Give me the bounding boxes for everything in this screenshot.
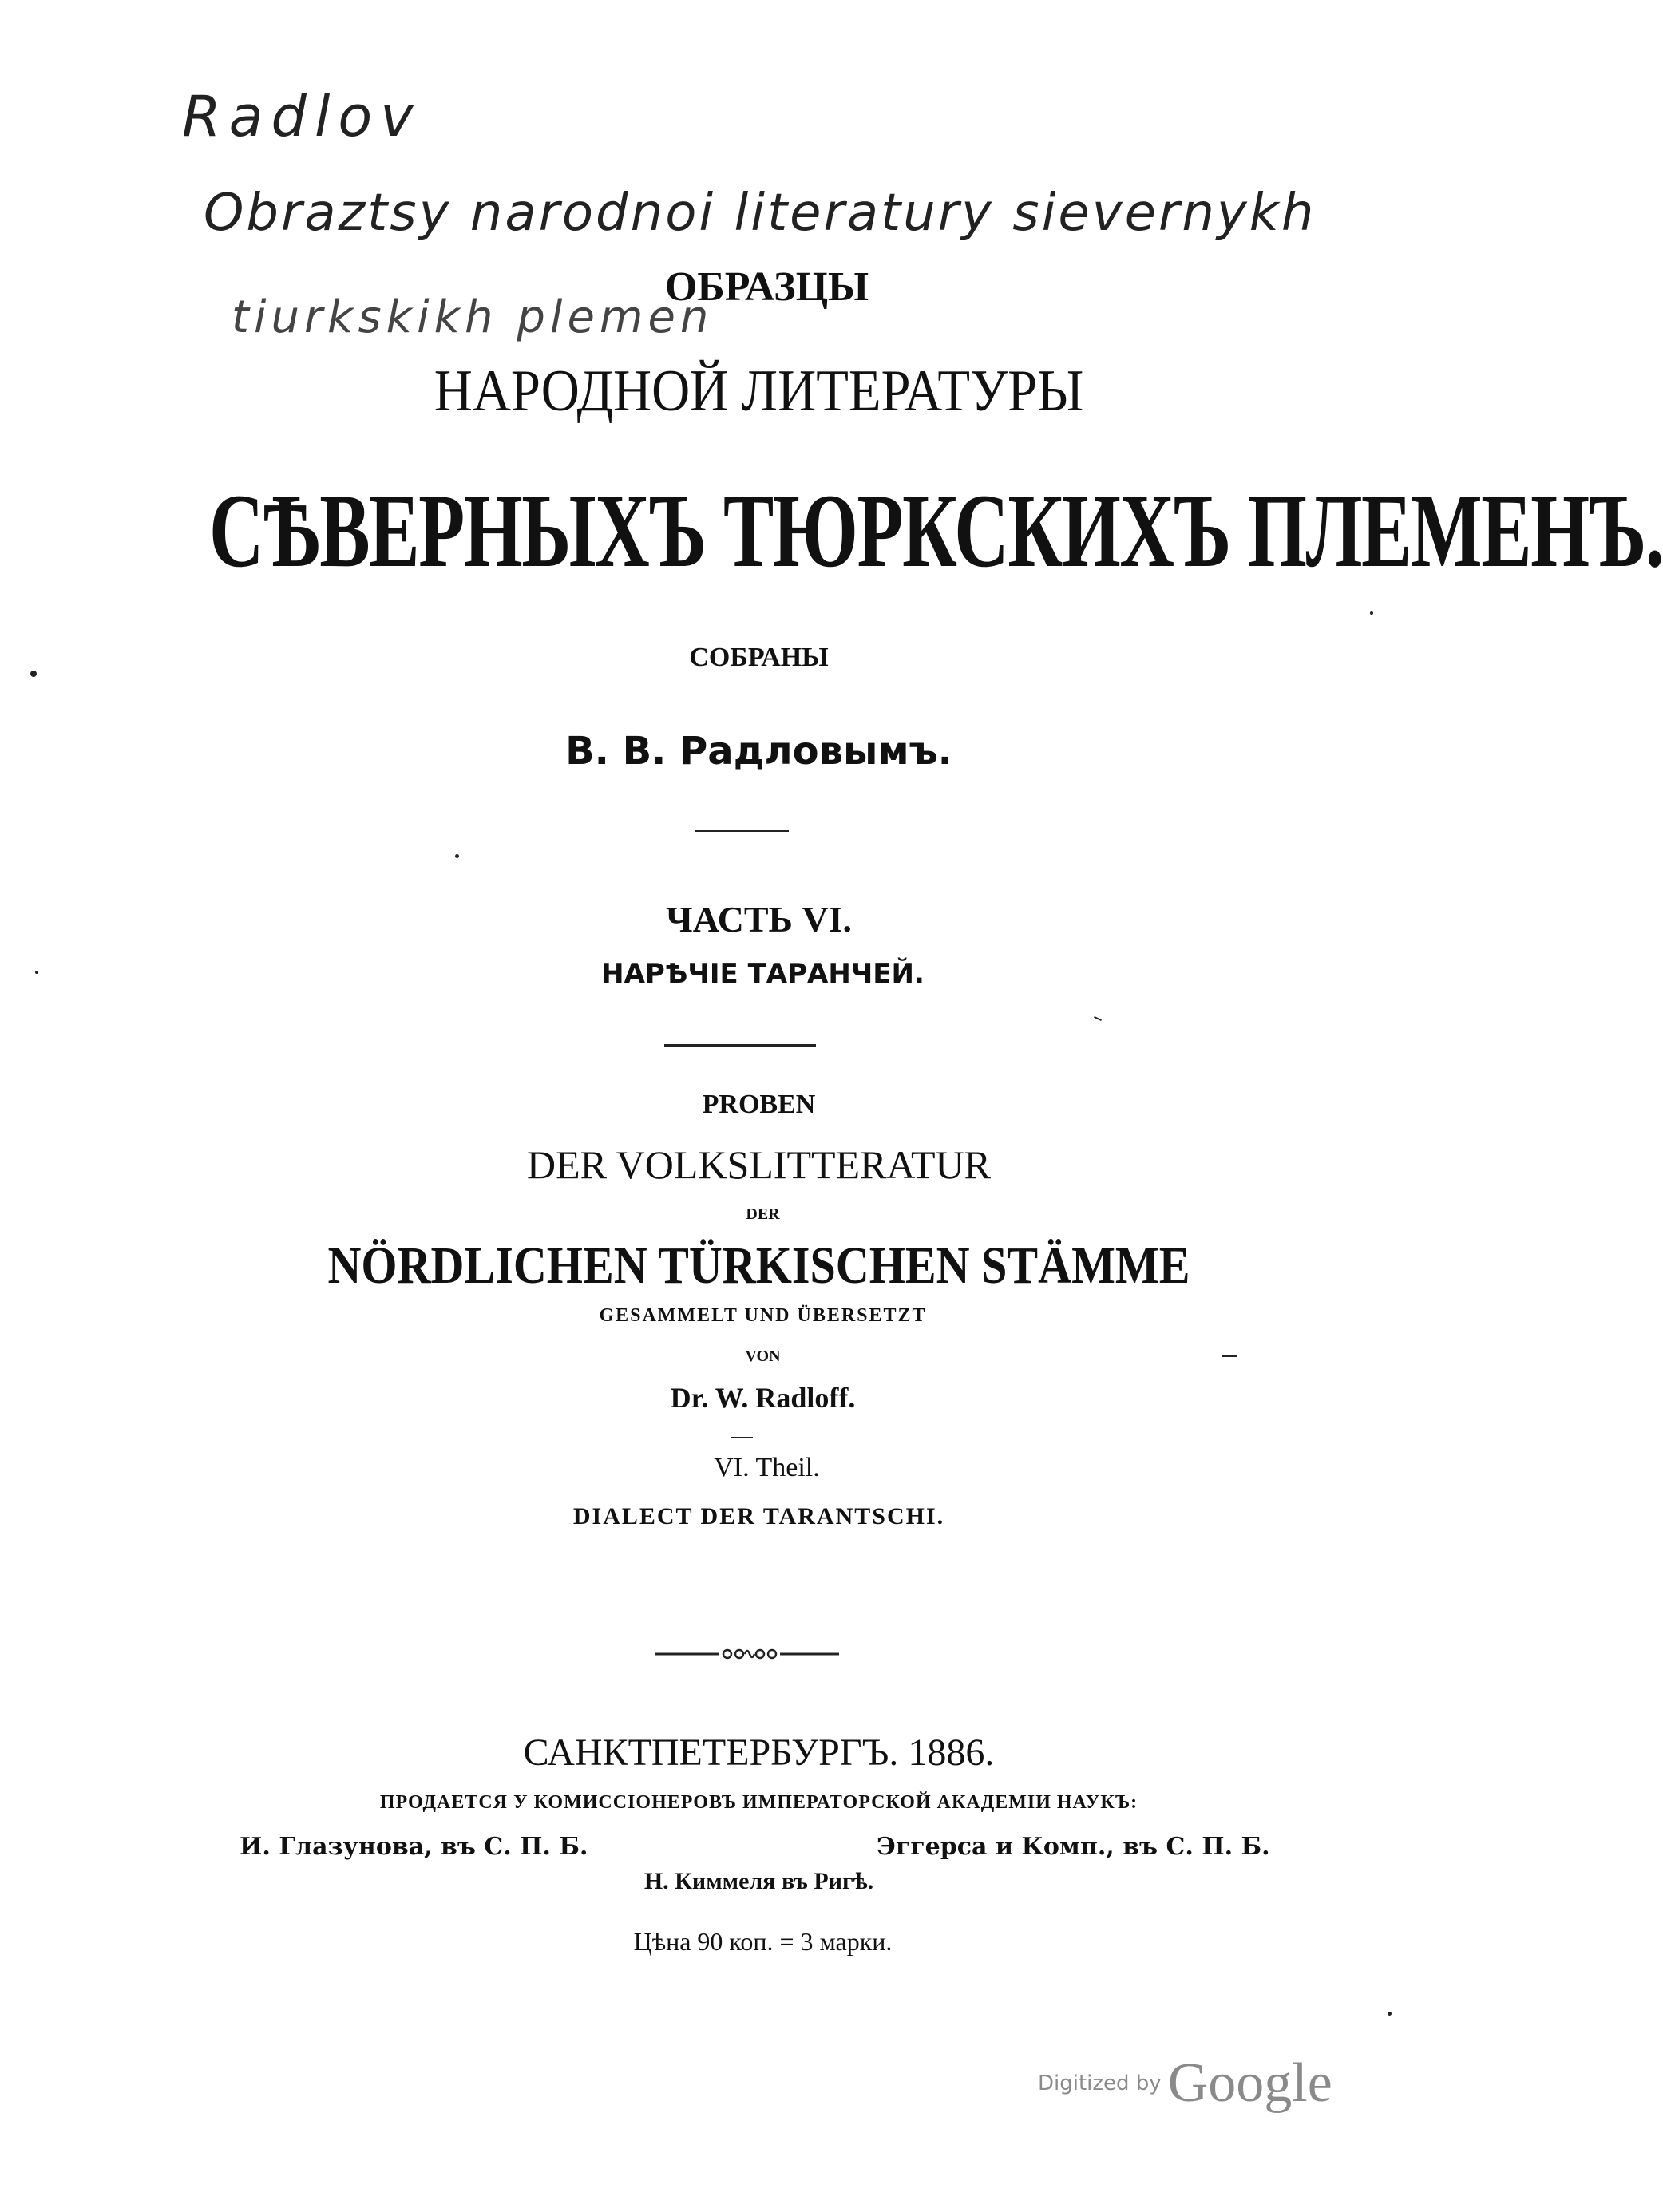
- divider-rule-1: [695, 830, 789, 832]
- scan-speck: [1388, 2012, 1392, 2016]
- german-volksliteratur: DER VOLKSLITTERATUR: [526, 1142, 991, 1187]
- handwritten-note-line1: Radlov: [182, 84, 422, 149]
- digitized-by-label: Digitized by: [1038, 2072, 1162, 2095]
- collected-label: СОБРАНЫ: [689, 643, 829, 672]
- title-line3: СѢВЕРНЫХЪ ТЮРКСКИХЪ ПЛЕМЕНЪ.: [208, 472, 1663, 589]
- digitized-by-google-watermark: [1038, 2052, 1332, 2115]
- author-ru: В. В. Радловымъ.: [565, 729, 952, 774]
- title-line2: НАРОДНОЙ ЛИТЕРАТУРЫ: [434, 358, 1084, 424]
- german-gesammelt: GESAMMELT UND ÜBERSETZT: [599, 1305, 927, 1326]
- german-theil: VI. Theil.: [714, 1453, 820, 1482]
- scan-speck: [30, 671, 37, 677]
- german-der: DER: [746, 1205, 780, 1223]
- imprint-sold-by: ПРОДАЕТСЯ У КОМИССІОНЕРОВЪ ИМПЕРАТОРСКОЙ АКАДЕМІИ НАУКЪ:: [379, 1792, 1138, 1813]
- scan-speck: [1370, 611, 1373, 615]
- handwritten-note-line3: tiurkskikh plemen: [232, 291, 714, 343]
- german-von: VON: [745, 1347, 781, 1365]
- scan-speck: [35, 971, 38, 974]
- ornament-flourish-icon: [655, 1644, 839, 1664]
- scan-mark: [1094, 1016, 1102, 1021]
- imprint-seller-left: И. Глазунова, въ С. П. Б.: [240, 1833, 588, 1861]
- divider-rule-3: [731, 1437, 753, 1438]
- imprint-seller-center: Н. Киммеля въ Ригѣ.: [643, 1868, 874, 1894]
- german-stamme: NÖRDLICHEN TÜRKISCHEN STÄMME: [327, 1237, 1190, 1295]
- imprint-price: Цѣна 90 коп. = 3 марки.: [633, 1927, 893, 1956]
- scan-speck: [455, 854, 459, 858]
- part-ru: ЧАСТЬ VI.: [665, 899, 853, 940]
- title-line1: ОБРАЗЦЫ: [664, 264, 869, 310]
- german-author: Dr. W. Radloff.: [670, 1382, 856, 1414]
- handwritten-note-line2: Obraztsy narodnoi literatury sievernykh: [204, 184, 1317, 243]
- scan-mark: [1222, 1355, 1237, 1357]
- german-proben: PROBEN: [702, 1090, 816, 1119]
- google-logo: Google: [1167, 2052, 1332, 2114]
- imprint-city-year: САНКТПЕТЕРБУРГЪ. 1886.: [523, 1731, 995, 1774]
- dialect-ru: НАРѢЧІЕ ТАРАНЧЕЙ.: [601, 958, 925, 990]
- imprint-seller-right: Эггерса и Комп., въ С. П. Б.: [877, 1833, 1270, 1861]
- german-dialect: DIALECT DER TARANTSCHI.: [572, 1503, 945, 1529]
- divider-rule-2: [664, 1044, 816, 1047]
- ornament-divider: [0, 1644, 1494, 1664]
